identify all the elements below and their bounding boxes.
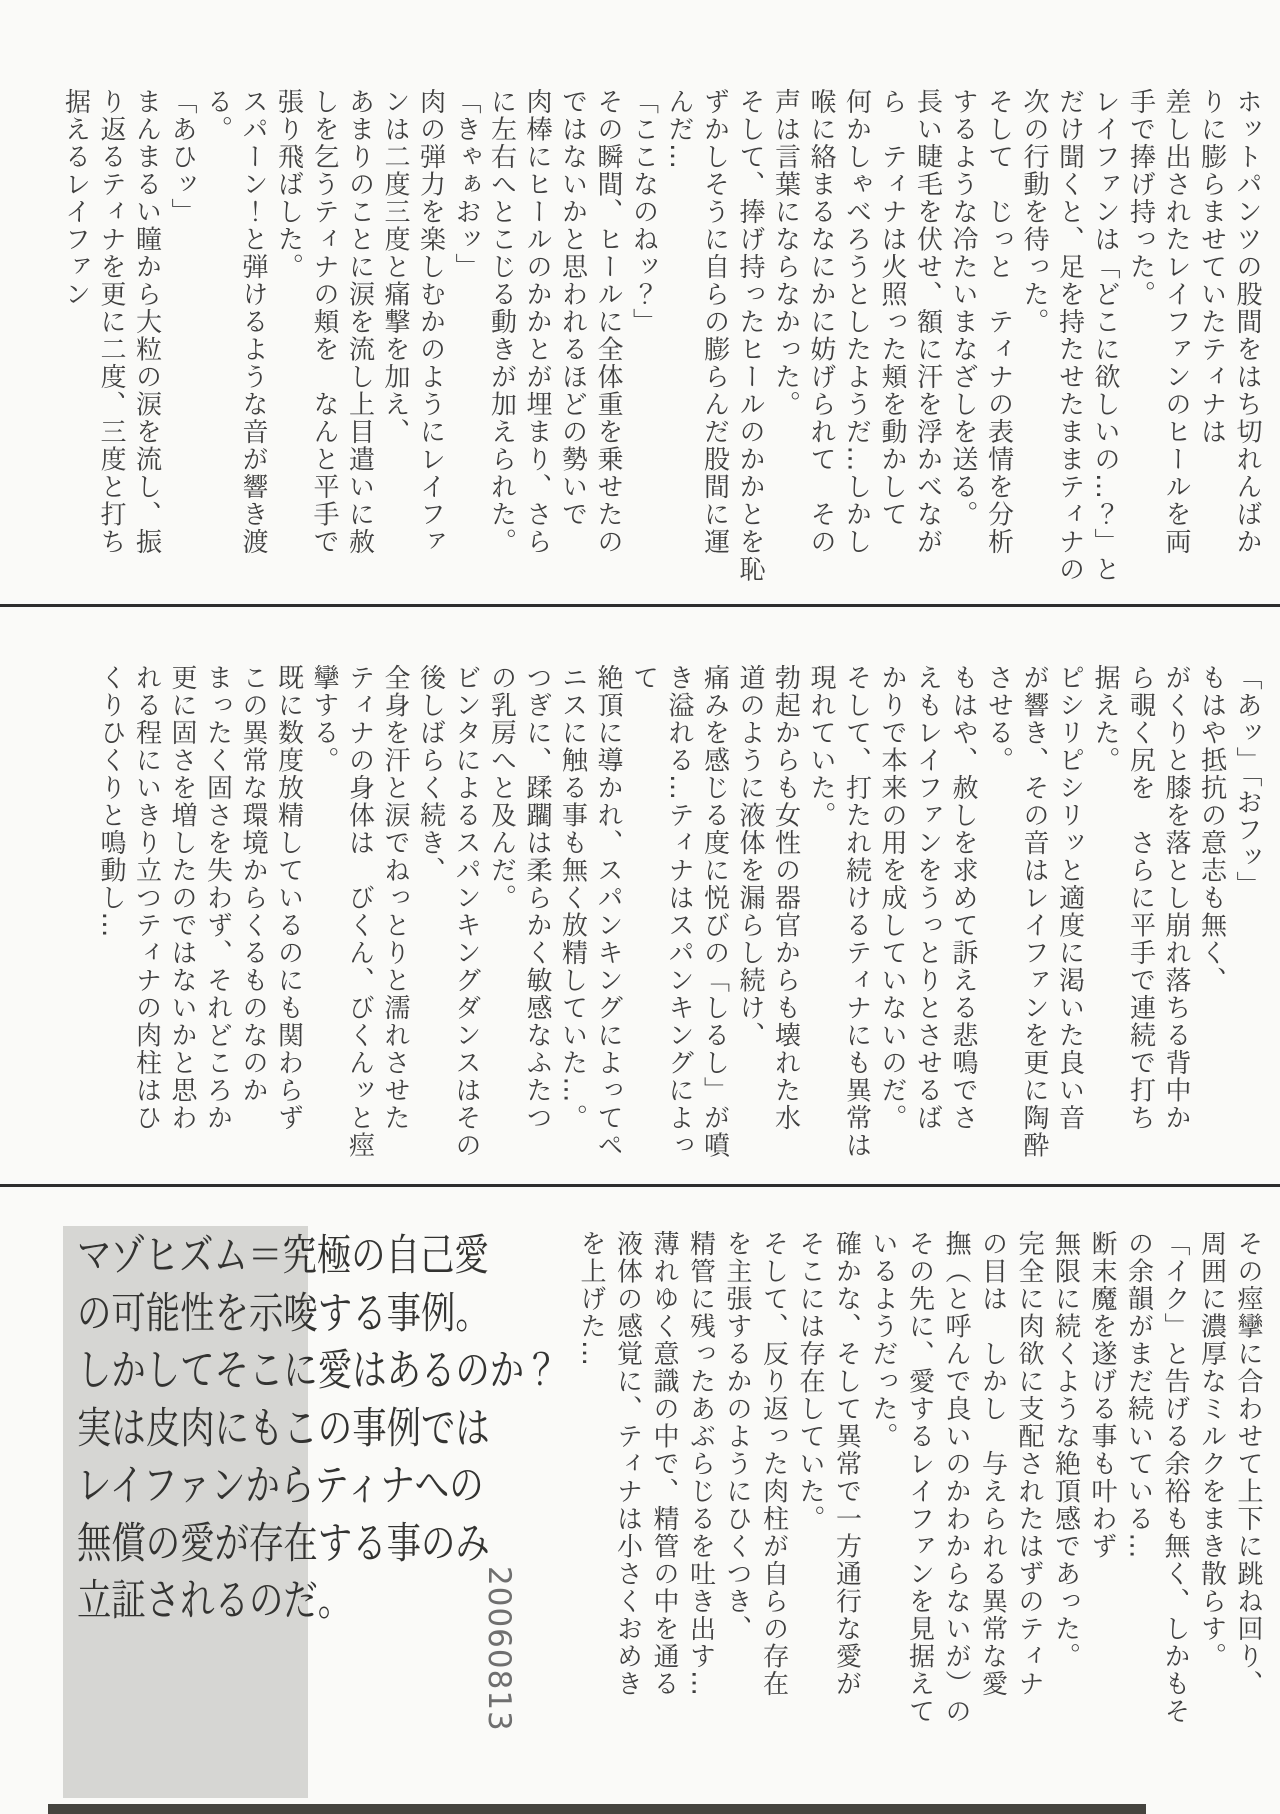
text-column: するような冷たいまなざしを送る。 bbox=[948, 88, 978, 528]
text-column: もはや、赦しを求めて訴える悲鳴でさ bbox=[948, 664, 978, 1132]
text-column: 周囲に濃厚なミルクをまき散らす。 bbox=[1196, 1230, 1227, 1670]
text-column: 絶頂に導かれ、スパンキングによってペ bbox=[593, 664, 623, 1159]
text-column: ずかしそうに自らの膨らんだ股間に運 bbox=[699, 88, 730, 556]
text-column: 「イク」と告げる余裕も無く、しかもそ bbox=[1160, 1230, 1190, 1725]
text-column: あまりのことに涙を流し上目遣いに赦 bbox=[344, 88, 375, 556]
afterword-line: しかしてそこに愛はあるのか？ bbox=[77, 1346, 559, 1396]
date-stamp: 20060813 bbox=[481, 1566, 517, 1732]
text-column: そして、反り返った肉柱が自らの存在 bbox=[758, 1230, 789, 1698]
text-column: 道のように液体を漏らし続け、 bbox=[735, 664, 765, 1049]
text-column: の目は しかし 与えられる異常な愛 bbox=[977, 1230, 1008, 1698]
text-column: そして、捧げ持ったヒールのかかとを恥 bbox=[735, 88, 765, 583]
text-column: 薄れゆく意識の中で、精管の中を通る bbox=[649, 1230, 679, 1698]
text-column: り返るティナを更に二度、三度と打ち bbox=[96, 88, 126, 556]
text-column: を主張するかのようにひくつき、 bbox=[722, 1230, 752, 1643]
section-divider-1 bbox=[0, 604, 1280, 607]
text-column: 液体の感覚に、ティナは小さくおめき bbox=[612, 1230, 643, 1698]
text-column: ホットパンツの股間をはち切れんばか bbox=[1232, 88, 1262, 556]
text-column: ンは二度三度と痛撃を加え、 bbox=[380, 88, 410, 446]
text-column: 現れていた。 bbox=[806, 664, 836, 829]
text-column: りに膨らませていたティナは bbox=[1196, 88, 1227, 446]
text-column: の余韻がまだ続いている… bbox=[1123, 1230, 1154, 1560]
text-column: まんまるい瞳から大粒の涙を流し、振 bbox=[131, 88, 162, 556]
text-column: もはや抵抗の意志も無く、 bbox=[1196, 664, 1227, 994]
scan-bottom-edge bbox=[48, 1804, 1146, 1814]
text-band-top bbox=[57, 88, 1264, 598]
text-column: 痛みを感じる度に悦びの「しるし」が噴 bbox=[699, 664, 730, 1159]
text-column: えもレイファンをうっとりとさせるば bbox=[912, 664, 943, 1132]
text-column: つぎに、蹂躙は柔らかく敏感なふたつ bbox=[522, 664, 552, 1132]
afterword-line: マゾヒズム＝究極の自己愛 bbox=[77, 1231, 489, 1281]
text-column: を上げた… bbox=[576, 1230, 606, 1368]
text-column: ら ティナは火照った頬を動かして bbox=[877, 88, 907, 528]
text-column: させる。 bbox=[983, 664, 1014, 774]
text-column: の乳房へと及んだ。 bbox=[486, 664, 517, 912]
text-column: その瞬間、ヒールに全体重を乗せたの bbox=[593, 88, 623, 556]
text-column: 撫（と呼んで良いのかわからないが）の bbox=[941, 1230, 971, 1725]
text-column: 差し出されたレイファンのヒールを両 bbox=[1161, 88, 1191, 556]
text-column: 攣する。 bbox=[309, 664, 339, 774]
text-column: て bbox=[628, 664, 659, 692]
text-column: 「あッ」「おフッ」 bbox=[1232, 664, 1262, 899]
text-column: 長い睫毛を伏せ、額に汗を浮かべなが bbox=[912, 88, 943, 556]
text-column: 精管に残ったあぶらじるを吐き出す… bbox=[685, 1230, 716, 1698]
text-band-middle bbox=[93, 664, 1265, 1159]
text-column: まったく固さを失わず、それどころか bbox=[202, 664, 233, 1132]
text-column: 更に固さを増したのではないかと思わ bbox=[167, 664, 197, 1132]
text-column: が響き、その音はレイファンを更に陶酔 bbox=[1019, 664, 1049, 1159]
text-column: がくりと膝を落とし崩れ落ちる背中か bbox=[1161, 664, 1191, 1132]
text-column: レイファンは「どこに欲しいの…？」と bbox=[1090, 88, 1120, 583]
text-column: 手で捧げ持った。 bbox=[1125, 88, 1156, 308]
text-column: 張り飛ばした。 bbox=[273, 88, 304, 281]
text-column: 勃起からも女性の器官からも壊れた水 bbox=[770, 664, 801, 1132]
text-column: 「きゃぁおッ」 bbox=[451, 88, 481, 281]
text-column: 既に数度放精しているのにも関わらず bbox=[273, 664, 304, 1132]
text-column: ら覗く尻を さらに平手で連続で打ち bbox=[1125, 664, 1156, 1132]
afterword-line: の可能性を示唆する事例。 bbox=[77, 1288, 490, 1339]
text-column: スパーン！と弾けるような音が響き渡 bbox=[238, 88, 268, 556]
text-column: 「ここなのねッ？」 bbox=[628, 88, 659, 336]
text-column: き溢れる…ティナはスパンキングによっ bbox=[664, 664, 694, 1159]
text-column: 確かな、そして異常で一方通行な愛が bbox=[831, 1230, 862, 1698]
section-divider-2 bbox=[0, 1184, 1280, 1187]
text-column: 全身を汗と涙でねっとりと濡れさせた bbox=[380, 664, 410, 1132]
text-column: くりひくりと鳴動し… bbox=[96, 664, 126, 939]
text-column: だけ聞くと、足を持たせたままティナの bbox=[1054, 88, 1085, 583]
text-column: 無限に続くような絶頂感であった。 bbox=[1050, 1230, 1081, 1670]
text-column: ニスに触る事も無く放精していた…。 bbox=[557, 664, 588, 1132]
text-column: 肉の弾力を楽しむかのようにレイファ bbox=[415, 88, 446, 556]
text-column: 次の行動を待った。 bbox=[1019, 88, 1049, 336]
text-column: 声は言葉にならなかった。 bbox=[770, 88, 801, 418]
text-column: 断末魔を遂げる事も叶わず bbox=[1087, 1230, 1117, 1560]
text-column: 何かしゃべろうとしたようだ…しかし bbox=[841, 88, 872, 556]
afterword-line: レイファンからティナへの bbox=[77, 1461, 484, 1511]
afterword-line: 無償の愛が存在する事のみ bbox=[77, 1518, 490, 1569]
text-column: ビンタによるスパンキングダンスはその bbox=[451, 664, 481, 1159]
text-column: る。 bbox=[202, 88, 233, 143]
text-column: ピシリピシリッと適度に渇いた良い音 bbox=[1054, 664, 1085, 1132]
text-column: ティナの身体は びくん、びくんッと痙 bbox=[344, 664, 375, 1159]
text-column: れる程にいきり立つティナの肉柱はひ bbox=[131, 664, 162, 1132]
text-column: この異常な環境からくるものなのか bbox=[238, 664, 268, 1104]
text-column: ではないかと思われるほどの勢いで bbox=[557, 88, 588, 528]
text-column: んだ… bbox=[664, 88, 694, 171]
text-column: そして じっと ティナの表情を分析 bbox=[983, 88, 1014, 556]
text-column: 据えるレイファン bbox=[60, 88, 91, 308]
text-column: 据えた。 bbox=[1090, 664, 1120, 774]
text-column: いるようだった。 bbox=[868, 1230, 898, 1450]
afterword-line: 立証されるのだ。 bbox=[77, 1576, 353, 1626]
text-column: 肉棒にヒールのかかとが埋まり、さら bbox=[522, 88, 552, 556]
afterword-line: 実は皮肉にもこの事例では bbox=[77, 1403, 490, 1454]
text-column: かりで本来の用を成していないのだ。 bbox=[877, 664, 907, 1132]
text-column: 後しばらく続き、 bbox=[415, 664, 446, 884]
text-column: そこには存在していた。 bbox=[795, 1230, 825, 1533]
text-band-bottom bbox=[573, 1230, 1267, 1725]
text-column: 喉に絡まるなにかに妨げられて その bbox=[806, 88, 836, 556]
text-column: に左右へとこじる動きが加えられた。 bbox=[486, 88, 517, 556]
text-column: 「あひッ」 bbox=[167, 88, 197, 226]
text-column: その痙攣に合わせて上下に跳ね回り、 bbox=[1233, 1230, 1263, 1698]
text-column: 完全に肉欲に支配されたはずのティナ bbox=[1014, 1230, 1044, 1698]
text-column: しを乞うティナの頬を なんと平手で bbox=[309, 88, 339, 556]
text-column: そして、打たれ続けるティナにも異常は bbox=[841, 664, 872, 1159]
text-column: その先に、愛するレイファンを見据えて bbox=[904, 1230, 935, 1725]
